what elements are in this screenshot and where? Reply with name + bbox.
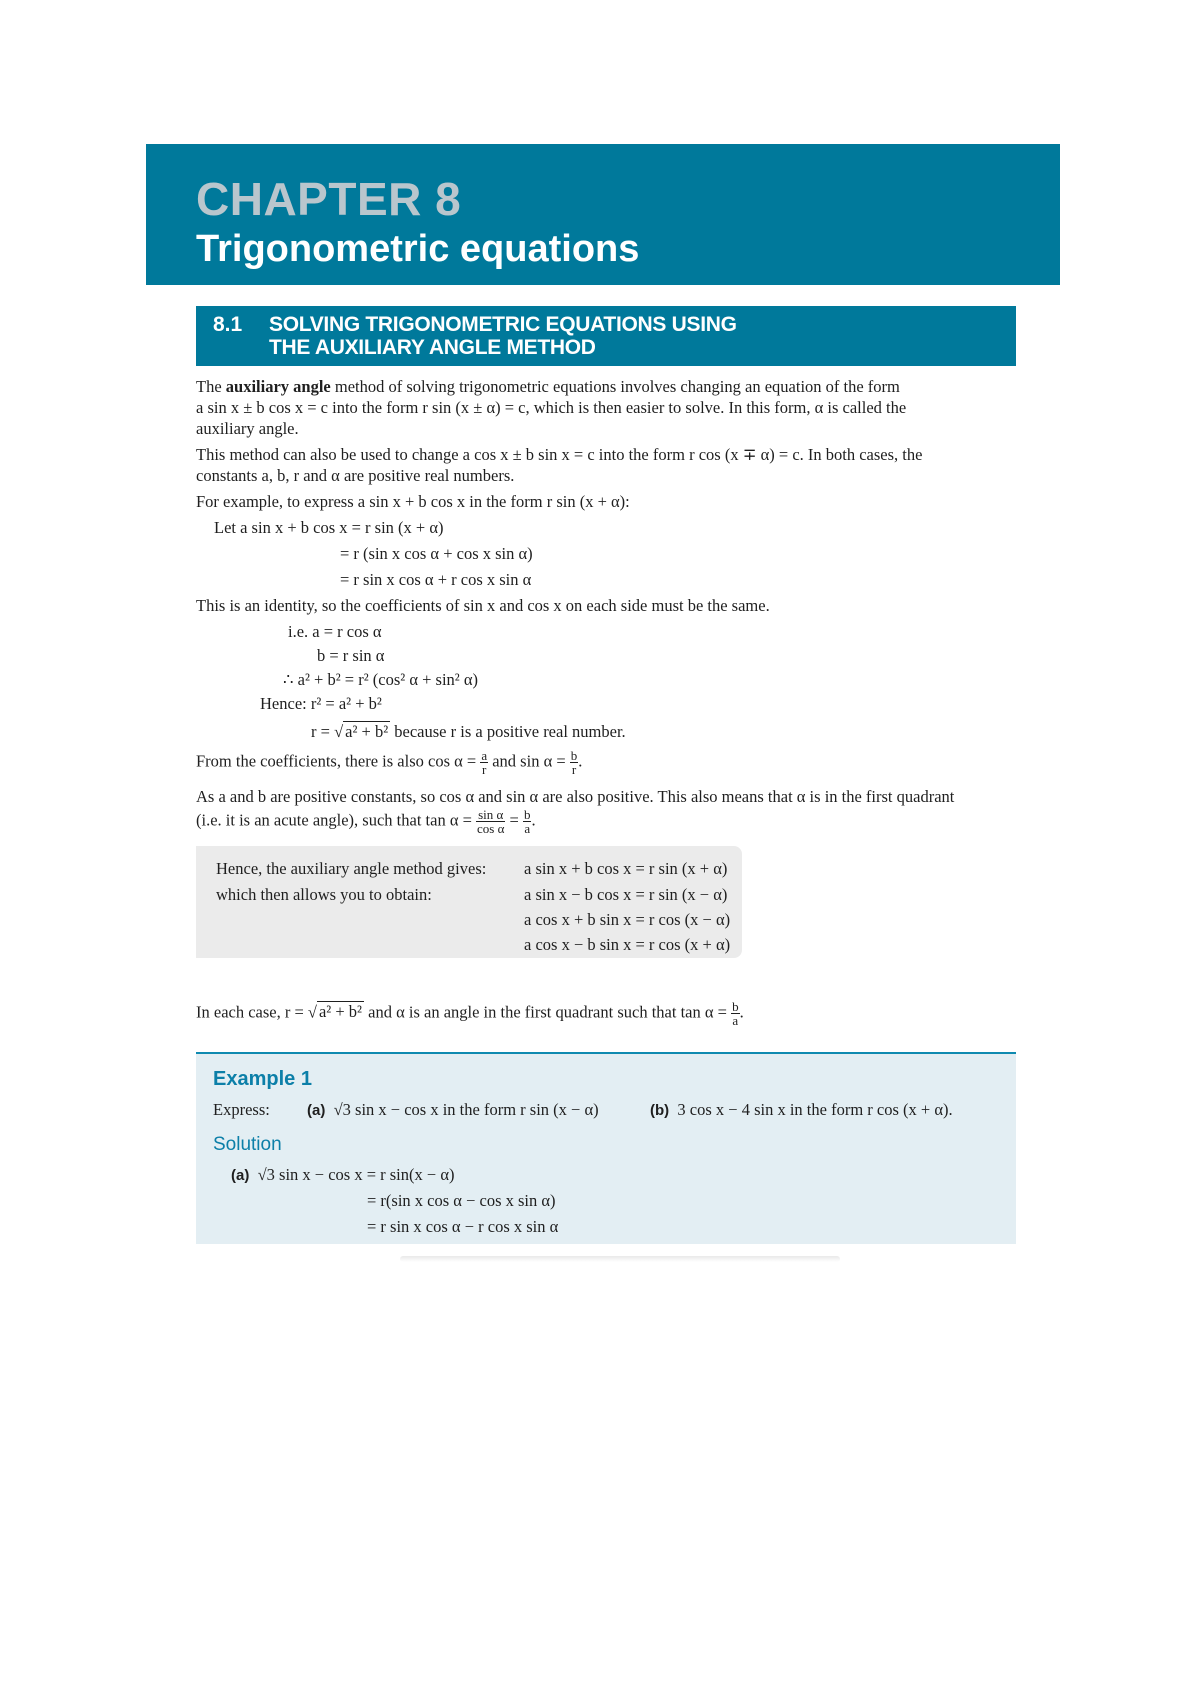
each-case-root: a² + b² xyxy=(318,1002,363,1022)
method-paragraph-line-1: This method can also be used to change a cos x ± b sin x = c into the form r cos (x ∓ α) = c. In both cases, the xyxy=(196,445,923,464)
summary-formula: a sin x + b cos x = r sin (x + α) xyxy=(524,859,728,878)
chapter-title: Trigonometric equations xyxy=(196,228,640,270)
ie-line: i.e. a = r cos α xyxy=(288,622,382,641)
intro-paragraph-line-1: The auxiliary angle method of solving trigonometric equations involves changing an equation of the form xyxy=(196,377,900,396)
example-intro-text: For example, to express a sin x + b cos x in the form r sin (x + α): xyxy=(196,492,630,511)
summary-label-obtain: which then allows you to obtain: xyxy=(216,885,432,904)
example-title: Example 1 xyxy=(213,1068,312,1090)
positive-constants-line-2: (i.e. it is an acute angle), such that tan α = $\frac{\text{sin α}}{\text{cos α}}$ = $\frac{b}{a}$ . xyxy=(196,807,536,836)
summary-formula: a sin x − b cos x = r sin (x − α) xyxy=(524,885,728,904)
b-equation: b = r sin α xyxy=(317,646,385,665)
example-panel xyxy=(196,1052,1016,1244)
section-title xyxy=(269,313,737,359)
section-number: 8.1 xyxy=(213,313,243,336)
intro-paragraph-line-2: a sin x ± b cos x = c into the form r sin (x ± α) = c, which is then easier to solve. In this form, α is called the xyxy=(196,398,907,417)
identity-note: This is an identity, so the coefficients of sin x and cos x on each side must be the same. xyxy=(196,596,770,615)
example-express-label: Express: xyxy=(213,1100,270,1119)
page-edge-shadow xyxy=(400,1256,840,1262)
r-equation: r = √ a² + b² because r is a positive real number. xyxy=(311,722,626,741)
section-title-line-2: THE AUXILIARY ANGLE METHOD xyxy=(269,336,596,359)
example-part-a: (a) √3 sin x − cos x in the form r sin (x − α) xyxy=(307,1100,599,1119)
summary-label-gives: Hence, the auxiliary angle method gives: xyxy=(216,859,487,878)
therefore-line: ∴ a² + b² = r² (cos² α + sin² α) xyxy=(283,670,478,689)
solution-line-2: = r(sin x cos α − cos x sin α) xyxy=(367,1191,556,1210)
solution-part-a-label: (a) xyxy=(231,1167,250,1184)
chapter-number: CHAPTER 8 xyxy=(196,173,462,225)
summary-formula: a cos x + b sin x = r cos (x − α) xyxy=(524,910,731,929)
positive-constants-line-1: As a and b are positive constants, so cos α and sin α are also positive. This also means that α is in the first quadrant xyxy=(196,787,955,806)
example-part-b: (b) 3 cos x − 4 sin x in the form r cos (x + α). xyxy=(650,1100,953,1119)
section-title-line-1: SOLVING TRIGONOMETRIC EQUATIONS USING xyxy=(269,313,737,336)
term-auxiliary-angle: auxiliary angle xyxy=(225,377,331,396)
derivation-step-3: = r sin x cos α + r cos x sin α xyxy=(340,570,532,589)
part-a-label: (a) xyxy=(307,1102,326,1119)
solution-line-3: = r sin x cos α − r cos x sin α xyxy=(367,1217,559,1236)
intro-paragraph-line-3: auxiliary angle. xyxy=(196,419,299,438)
r-root-expression: a² + b² xyxy=(345,722,389,741)
each-case-line: In each case, r = √ a² + b² and α is an angle in the first quadrant such that tan α = $\frac{b}{a}$ . xyxy=(196,999,744,1028)
solution-title: Solution xyxy=(213,1134,282,1155)
part-b-label: (b) xyxy=(650,1102,670,1119)
method-paragraph-line-2: constants a, b, r and α are positive real numbers. xyxy=(196,466,515,485)
summary-formula: a cos x − b sin x = r cos (x + α) xyxy=(524,935,731,954)
solution-line-1: (a) √3 sin x − cos x = r sin(x − α) xyxy=(231,1165,455,1184)
hence-line: Hence: r² = a² + b² xyxy=(260,694,382,713)
coefficients-line: From the coefficients, there is also cos α = $\frac{a}{r}$ and sin α = $\frac{b}{r}$ . xyxy=(196,748,583,777)
derivation-let: Let a sin x + b cos x = r sin (x + α) xyxy=(214,518,444,537)
derivation-step-2: = r (sin x cos α + cos x sin α) xyxy=(340,544,533,563)
